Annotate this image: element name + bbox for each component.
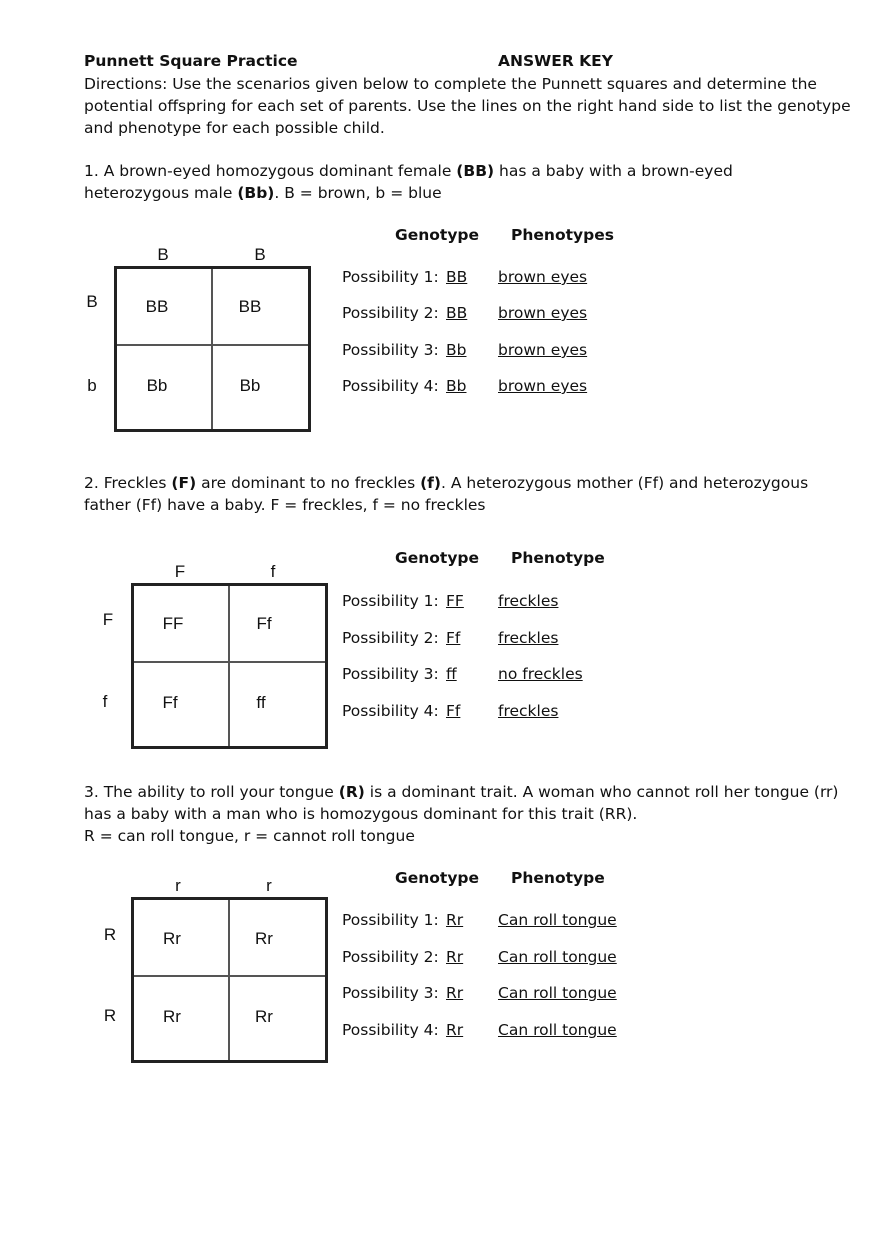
- answer-key-label: ANSWER KEY: [498, 52, 613, 70]
- grid-divider: [211, 269, 213, 429]
- q3-phenotype-answer: Can roll tongue: [498, 911, 617, 929]
- q2-cell: FF: [162, 614, 184, 633]
- q2-genotype-answer: Ff: [446, 702, 461, 720]
- q3-top-allele: r: [175, 876, 181, 895]
- q1-cell: Bb: [146, 376, 168, 395]
- q1-prompt-line-2: heterozygous male (Bb). B = brown, b = blue: [84, 184, 442, 202]
- q2-phenotype-answer: freckles: [498, 702, 559, 720]
- q3-cell: Rr: [163, 929, 181, 948]
- q1-phenotype-answer: brown eyes: [498, 377, 588, 395]
- q1-genotype-header: Genotype: [395, 226, 480, 244]
- q3-cell: Rr: [163, 1007, 181, 1026]
- q2-prompt-line-1: 2. Freckles (F) are dominant to no freckles (f). A heterozygous mother (Ff) and heterozygous: [84, 474, 809, 492]
- q3-phenotype-header: Phenotype: [511, 869, 605, 887]
- q1-side-allele: b: [87, 376, 97, 395]
- q2-possibility-label: Possibility 1:: [342, 592, 439, 610]
- q3-possibility-label: Possibility 4:: [342, 1021, 439, 1039]
- q3-prompt-line-1: 3. The ability to roll your tongue (R) is a dominant trait. A woman who cannot roll her tongue (rr): [84, 783, 839, 801]
- q1-genotype-answer: BB: [446, 268, 468, 286]
- directions-line-3: and phenotype for each possible child.: [84, 119, 385, 137]
- q1-phenotype-header: Phenotypes: [511, 226, 614, 244]
- q3-prompt-line-2: has a baby with a man who is homozygous dominant for this trait (RR).: [84, 805, 638, 823]
- q1-prompt-line-1: 1. A brown-eyed homozygous dominant female (BB) has a baby with a brown-eyed: [84, 162, 733, 180]
- q1-possibility-label: Possibility 4:: [342, 377, 439, 395]
- q3-genotype-answer: Rr: [446, 911, 464, 929]
- grid-divider: [134, 661, 325, 663]
- q1-possibility-label: Possibility 1:: [342, 268, 439, 286]
- q1-cell: Bb: [239, 376, 261, 395]
- q2-top-allele: f: [270, 562, 276, 581]
- q1-punnett-square: [114, 266, 311, 432]
- q3-top-allele: r: [266, 876, 272, 895]
- q2-phenotype-header: Phenotype: [511, 549, 605, 567]
- q2-phenotype-answer: no freckles: [498, 665, 583, 683]
- q2-possibility-label: Possibility 4:: [342, 702, 439, 720]
- grid-divider: [228, 900, 230, 1060]
- q1-side-allele: B: [86, 292, 98, 311]
- q2-top-allele: F: [174, 562, 186, 581]
- q1-possibility-label: Possibility 3:: [342, 341, 439, 359]
- q2-genotype-answer: Ff: [446, 629, 461, 647]
- q2-prompt-line-2: father (Ff) have a baby. F = freckles, f = no freckles: [84, 496, 486, 514]
- q2-phenotype-answer: freckles: [498, 629, 559, 647]
- q3-side-allele: R: [103, 1006, 117, 1025]
- q1-genotype-answer: Bb: [446, 341, 467, 359]
- q2-phenotype-answer: freckles: [498, 592, 559, 610]
- q1-genotype-answer: BB: [446, 304, 468, 322]
- q3-possibility-label: Possibility 2:: [342, 948, 439, 966]
- q3-genotype-header: Genotype: [395, 869, 480, 887]
- q2-side-allele: F: [102, 610, 114, 629]
- q3-phenotype-answer: Can roll tongue: [498, 1021, 617, 1039]
- q2-possibility-label: Possibility 3:: [342, 665, 439, 683]
- q3-possibility-label: Possibility 1:: [342, 911, 439, 929]
- q1-phenotype-answer: brown eyes: [498, 304, 588, 322]
- grid-divider: [134, 975, 325, 977]
- q3-punnett-square: [131, 897, 328, 1063]
- q1-genotype-answer: Bb: [446, 377, 467, 395]
- q1-cell: BB: [145, 297, 169, 316]
- q1-phenotype-answer: brown eyes: [498, 268, 588, 286]
- q2-genotype-header: Genotype: [395, 549, 480, 567]
- q2-punnett-square: [131, 583, 328, 749]
- q3-genotype-answer: Rr: [446, 948, 464, 966]
- q1-possibility-label: Possibility 2:: [342, 304, 439, 322]
- q2-cell: ff: [256, 693, 266, 712]
- q1-phenotype-answer: brown eyes: [498, 341, 588, 359]
- q1-top-allele: B: [254, 245, 266, 264]
- q3-cell: Rr: [255, 929, 273, 948]
- q3-cell: Rr: [255, 1007, 273, 1026]
- page-title: Punnett Square Practice: [84, 52, 298, 70]
- q2-cell: Ff: [256, 614, 272, 633]
- q2-cell: Ff: [162, 693, 178, 712]
- q3-prompt-line-3: R = can roll tongue, r = cannot roll tongue: [84, 827, 415, 845]
- q1-cell: BB: [238, 297, 262, 316]
- q3-genotype-answer: Rr: [446, 1021, 464, 1039]
- q2-side-allele: f: [102, 692, 108, 711]
- directions-line-2: potential offspring for each set of parents. Use the lines on the right hand side to list the genotype: [84, 97, 851, 115]
- q3-phenotype-answer: Can roll tongue: [498, 984, 617, 1002]
- q1-top-allele: B: [157, 245, 169, 264]
- q3-side-allele: R: [103, 925, 117, 944]
- q2-possibility-label: Possibility 2:: [342, 629, 439, 647]
- q2-genotype-answer: ff: [446, 665, 457, 683]
- q3-genotype-answer: Rr: [446, 984, 464, 1002]
- grid-divider: [117, 344, 308, 346]
- grid-divider: [228, 586, 230, 746]
- q2-genotype-answer: FF: [446, 592, 464, 610]
- directions-line-1: Directions: Use the scenarios given below to complete the Punnett squares and determine the: [84, 75, 817, 93]
- q3-possibility-label: Possibility 3:: [342, 984, 439, 1002]
- q3-phenotype-answer: Can roll tongue: [498, 948, 617, 966]
